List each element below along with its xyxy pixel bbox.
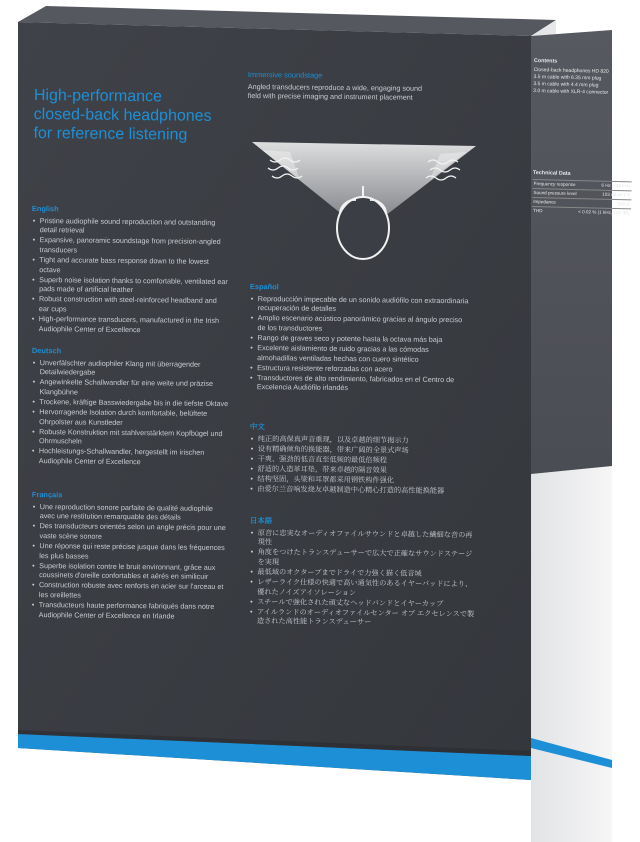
section-english bbox=[31, 204, 230, 336]
contents-line: 3.5 m cable with 6.35 mm plug bbox=[533, 73, 602, 82]
section-francais bbox=[31, 490, 230, 622]
feature-item: • 设有精确倾角的换能器，带来广阔的全景式声场 bbox=[258, 444, 470, 456]
feature-item: • Estructura resistente reforzadas con acero bbox=[257, 363, 469, 375]
spec-value: 103 dB at 1 V bbox=[577, 190, 631, 200]
feature-item: • Tight and accurate bass response down to the lowest octave bbox=[39, 255, 229, 276]
feature-item: • Hochleistungs-Schallwandler, hergestellt im irischen Audiophile Center of Excellence bbox=[39, 447, 229, 468]
feature-item: • Des transducteurs orientés selon un angle précis pour une vaste scène sonore bbox=[39, 521, 229, 542]
feature-item: • 干爽、强劲的低音直至低频的最低倍频程 bbox=[258, 454, 470, 466]
soundstage-line: Angled transducers reproduce a wide, engaging sound bbox=[247, 81, 423, 93]
section-chinese bbox=[249, 422, 470, 496]
feature-item: • Hervorragende Isolation durch komfortable, belüftete Ohrpolster aus Kunstleder bbox=[39, 407, 229, 428]
feature-item: • Angewinkelte Schallwandler für eine weite und präzise Klangbühne bbox=[39, 377, 229, 398]
spec-label: Frequency response bbox=[533, 179, 578, 189]
feature-item: • 最低域のオクターブまでドライで力強く描く低音域 bbox=[257, 567, 475, 579]
headline-line: closed-back headphones bbox=[33, 105, 212, 125]
spec-value: 300 Ω bbox=[577, 199, 631, 209]
feature-item: • 角度をつけたトランスデューサーで広大で正確なサウンドステージを実現 bbox=[257, 547, 475, 568]
section-title: Deutsch bbox=[31, 346, 62, 356]
feature-item: • Amplio escenario acústico panorámico gracias al ángulo preciso de los transductores bbox=[257, 313, 469, 334]
soundstage-line: field with precise imaging and instrument placement bbox=[247, 91, 413, 102]
headline-line: High-performance bbox=[33, 86, 163, 106]
section-espanol bbox=[249, 282, 470, 395]
feature-item: • High-performance transducers, manufactured in the Irish Audiophile Center of Excellence bbox=[39, 314, 229, 335]
feature-item: • 原音に忠実なオーディオファイルサウンドと卓越した繊細な音の再現性 bbox=[258, 528, 476, 549]
table-row bbox=[532, 206, 631, 217]
contents-line: 3.0 m cable with XLR-4 connector bbox=[533, 87, 609, 96]
spec-label: Sound pressure level bbox=[532, 188, 577, 198]
feature-item: • Expansive, panoramic soundstage from precision-angled transducers bbox=[39, 235, 229, 256]
spec-label: THD bbox=[532, 206, 577, 216]
soundstage-title: Immersive soundstage bbox=[247, 70, 323, 80]
section-title: English bbox=[31, 204, 59, 214]
section-title: Español bbox=[249, 282, 279, 292]
technical-table bbox=[532, 179, 631, 217]
feature-item: • Trockene, kräftige Basswiedergabe bis in die tiefste Oktave bbox=[39, 397, 229, 409]
technical-title: Technical Data bbox=[532, 170, 571, 177]
spec-label: Impedance bbox=[532, 197, 577, 207]
headline bbox=[33, 86, 244, 145]
feature-item: • Rango de graves seco y potente hasta la octava más baja bbox=[257, 333, 469, 345]
feature-item: • Excelente aislamiento de ruido gracias a las cómodas almohadillas ventiladas hechas con cuero sintético bbox=[257, 343, 469, 364]
feature-item: • Robuste Konstruktion mit stahlverstärktem Kopfbügel und Ohrmuscheln bbox=[39, 427, 229, 448]
feature-item: • Superb noise isolation thanks to comfortable, ventilated ear pads made of artificial leather bbox=[39, 275, 229, 296]
contents-title: Contents bbox=[533, 58, 558, 65]
soundstage-block bbox=[248, 70, 488, 103]
contents-line: 3.5 m cable with 4.4 mm plug bbox=[533, 80, 599, 89]
contents-line: Closed-back headphones HD 820 bbox=[533, 66, 609, 75]
feature-item: • Superbe isolation contre le bruit environnant, grâce aux coussinets d'oreille confortables et aérés en similicuir bbox=[39, 561, 229, 582]
feature-item: • 由爱尔兰音响发烧友卓越制造中心精心打造的高性能换能器 bbox=[257, 484, 469, 496]
feature-item: • 舒适的人造革耳垫，带来卓越的隔音效果 bbox=[257, 464, 469, 476]
feature-item: • Construction robuste avec renforts en acier sur l'arceau et les oreillettes bbox=[39, 580, 229, 601]
feature-item: • スチールで強化された頑丈なヘッドバンドとイヤーカップ bbox=[257, 597, 475, 609]
feature-item: • Transductores de alto rendimiento, fabricados en el Centro de Excelencia Audiófilo irlandés bbox=[257, 373, 469, 394]
feature-item: • 纯正的高保真声音重现，以及卓越的细节揭示力 bbox=[258, 434, 470, 446]
side-contents bbox=[533, 58, 610, 97]
feature-item: • Transducteurs haute performance fabriqués dans notre Audiophile Center of Excellence en Irlande bbox=[39, 600, 229, 621]
feature-item: • レザーライク仕様の快適で高い通気性のあるイヤーパッドにより、優れたノイズアイソレーション bbox=[257, 577, 475, 598]
feature-item: • アイルランドのオーディオファイルセンター オブ エクセレンスで製造された高性能トランスデューサー bbox=[257, 607, 475, 628]
section-title: 日本語 bbox=[249, 516, 273, 526]
section-title: 中文 bbox=[249, 422, 265, 432]
section-title: Français bbox=[31, 490, 63, 500]
spec-value: < 0.02 % (1 kHz, 100 dB) bbox=[577, 208, 631, 218]
feature-item: • Reproducción impecable de un sonido audiófilo con extraordinaria recuperación de detalles bbox=[258, 294, 470, 315]
side-technical-data bbox=[532, 170, 631, 217]
feature-item: • Robust construction with steel-reinforced headband and ear cups bbox=[39, 294, 229, 315]
feature-item: • Unverfälschter audiophiler Klang mit überragender Detailwiedergabe bbox=[40, 358, 230, 379]
feature-item: • Une reproduction sonore parfaite de qualité audiophile avec une restitution remarquable des détails bbox=[40, 502, 230, 523]
headline-line: for reference listening bbox=[33, 124, 188, 144]
feature-item: • Pristine audiophile sound reproduction and outstanding detail retrieval bbox=[40, 216, 230, 237]
section-japanese bbox=[249, 516, 476, 629]
spec-value: 6 Hz – 48 kHz bbox=[578, 181, 632, 191]
section-deutsch bbox=[31, 346, 230, 468]
feature-item: • Une réponse qui reste précise jusque dans les fréquences les plus basses bbox=[39, 541, 229, 562]
feature-item: • 结构坚固，头梁和耳罩都采用钢铁构件强化 bbox=[257, 474, 469, 486]
